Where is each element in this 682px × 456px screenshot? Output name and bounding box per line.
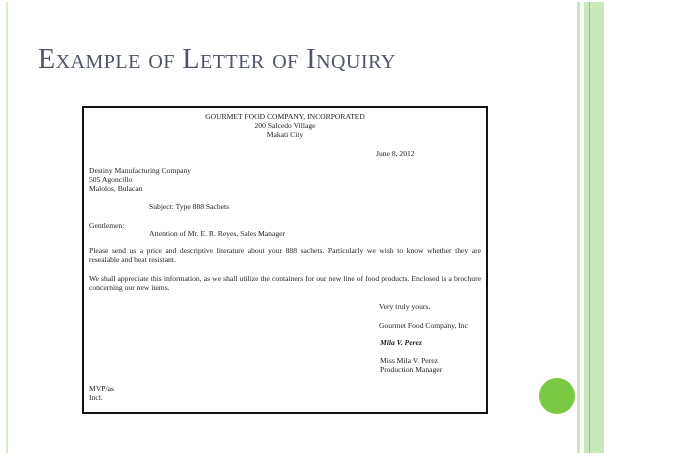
enclosure-note: Incl.	[89, 393, 103, 402]
letterhead-company: GOURMET FOOD COMPANY, INCORPORATED	[205, 112, 365, 121]
left-decor-line	[6, 2, 8, 453]
letterhead-address1: 200 Salcedo Village	[254, 121, 316, 130]
letter-subject: Subject: Type 888 Sachets	[149, 202, 230, 211]
recipient-line: Destiny Manufacturing Company	[89, 166, 192, 175]
signature: Mila V. Perez	[380, 338, 422, 347]
right-decor-stripe	[577, 2, 580, 453]
salutation: Gentlemen:	[89, 221, 125, 230]
right-decor-band	[584, 2, 604, 453]
right-decor-line	[589, 2, 590, 453]
signer-title: Production Manager	[380, 365, 443, 374]
letter-document	[82, 106, 488, 414]
letterhead-address2: Makati City	[266, 130, 304, 139]
company-signature-line: Gourmet Food Company, Inc	[379, 321, 468, 330]
attention-line: Attention of Mr. E. R. Reyes, Sales Manager	[149, 229, 286, 238]
body-paragraph-2: We shall appreciate this information, as we shall utilize the containers for our new line of food products. Enclosed is a brochure concerning our new items.	[89, 274, 481, 292]
recipient-line: 505 Agoncillo	[89, 175, 133, 184]
signer-name: Miss Mila V. Perez	[380, 356, 438, 365]
green-circle-decor	[539, 378, 575, 414]
slide-title: Example of Letter of Inquiry	[38, 44, 396, 75]
body-paragraph-1: Please send us a price and descriptive literature about your 888 sachets. Particularly we wish to know whether they are resealable and heat resistant.	[89, 246, 481, 264]
recipient-line: Malolos, Bulacan	[89, 184, 143, 193]
closing: Very truly yours,	[379, 302, 431, 311]
letter-date: June 8, 2012	[376, 149, 415, 158]
reference-initials: MVP/as	[89, 384, 114, 393]
